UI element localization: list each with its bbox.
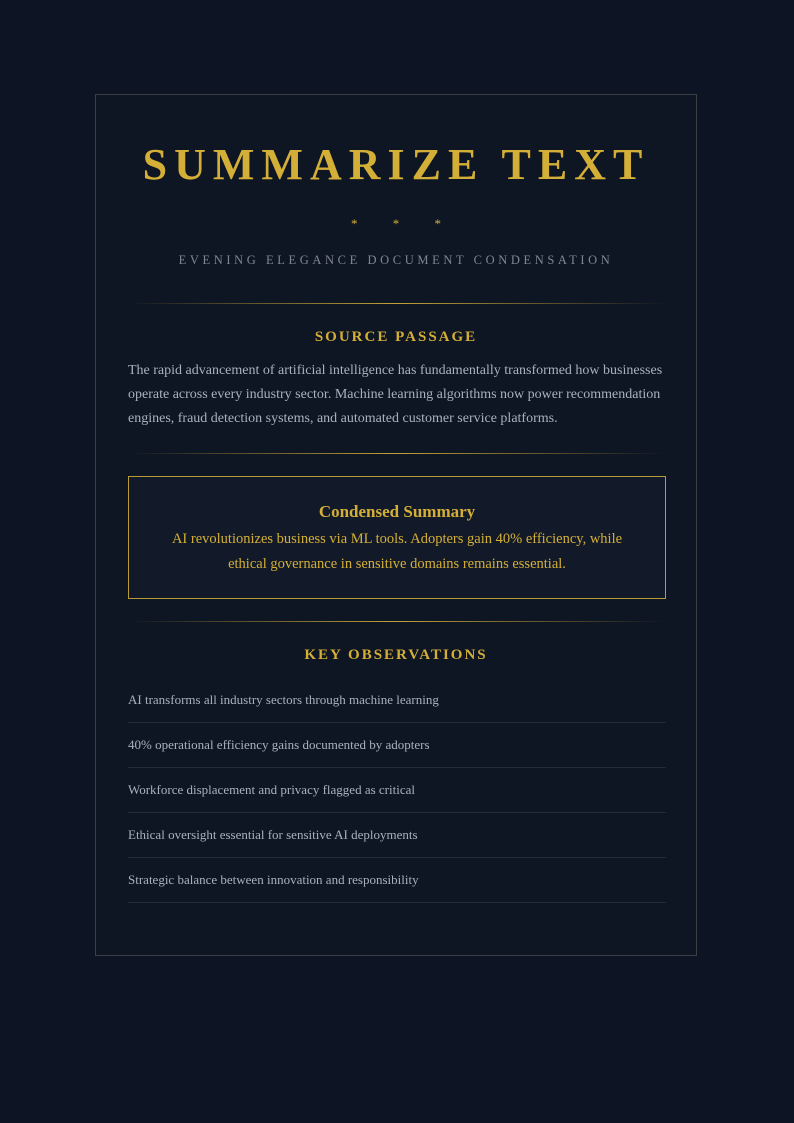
source-passage-text: The rapid advancement of artificial intelligence has fundamentally transformed how businesses operate across every industry sector. Machine learning algorithms now power recommendation engines, fraud detection systems, and automated customer service platforms. <box>128 363 663 426</box>
list-item: 40% operational efficiency gains documented by adopters <box>128 723 666 768</box>
key-observations-heading: KEY OBSERVATIONS <box>304 647 488 663</box>
list-item: Strategic balance between innovation and responsibility <box>128 858 666 903</box>
observations-list <box>128 678 666 903</box>
star-icon: * <box>392 216 400 231</box>
list-item: Workforce displacement and privacy flagged as critical <box>128 768 666 813</box>
star-icon: * <box>351 216 358 231</box>
summary-title: Condensed Summary <box>318 502 476 521</box>
divider <box>128 621 666 622</box>
document-card <box>95 94 697 956</box>
source-passage-heading: SOURCE PASSAGE <box>314 329 478 345</box>
summary-box <box>128 476 666 599</box>
list-item: Ethical oversight essential for sensitive AI deployments <box>128 813 666 858</box>
summary-text: AI revolutionizes business via ML tools. Adopters gain 40% efficiency, while ethical governance in sensitive domains remains essential. <box>171 531 623 572</box>
page-subtitle: EVENING ELEGANCE DOCUMENT CONDENSATION <box>178 253 614 267</box>
list-item: AI transforms all industry sectors through machine learning <box>128 678 666 723</box>
star-icon: * <box>434 216 441 231</box>
divider <box>128 303 666 304</box>
page-title: SUMMARIZE TEXT <box>142 140 650 189</box>
star-ornament <box>96 216 696 232</box>
divider <box>128 453 666 454</box>
